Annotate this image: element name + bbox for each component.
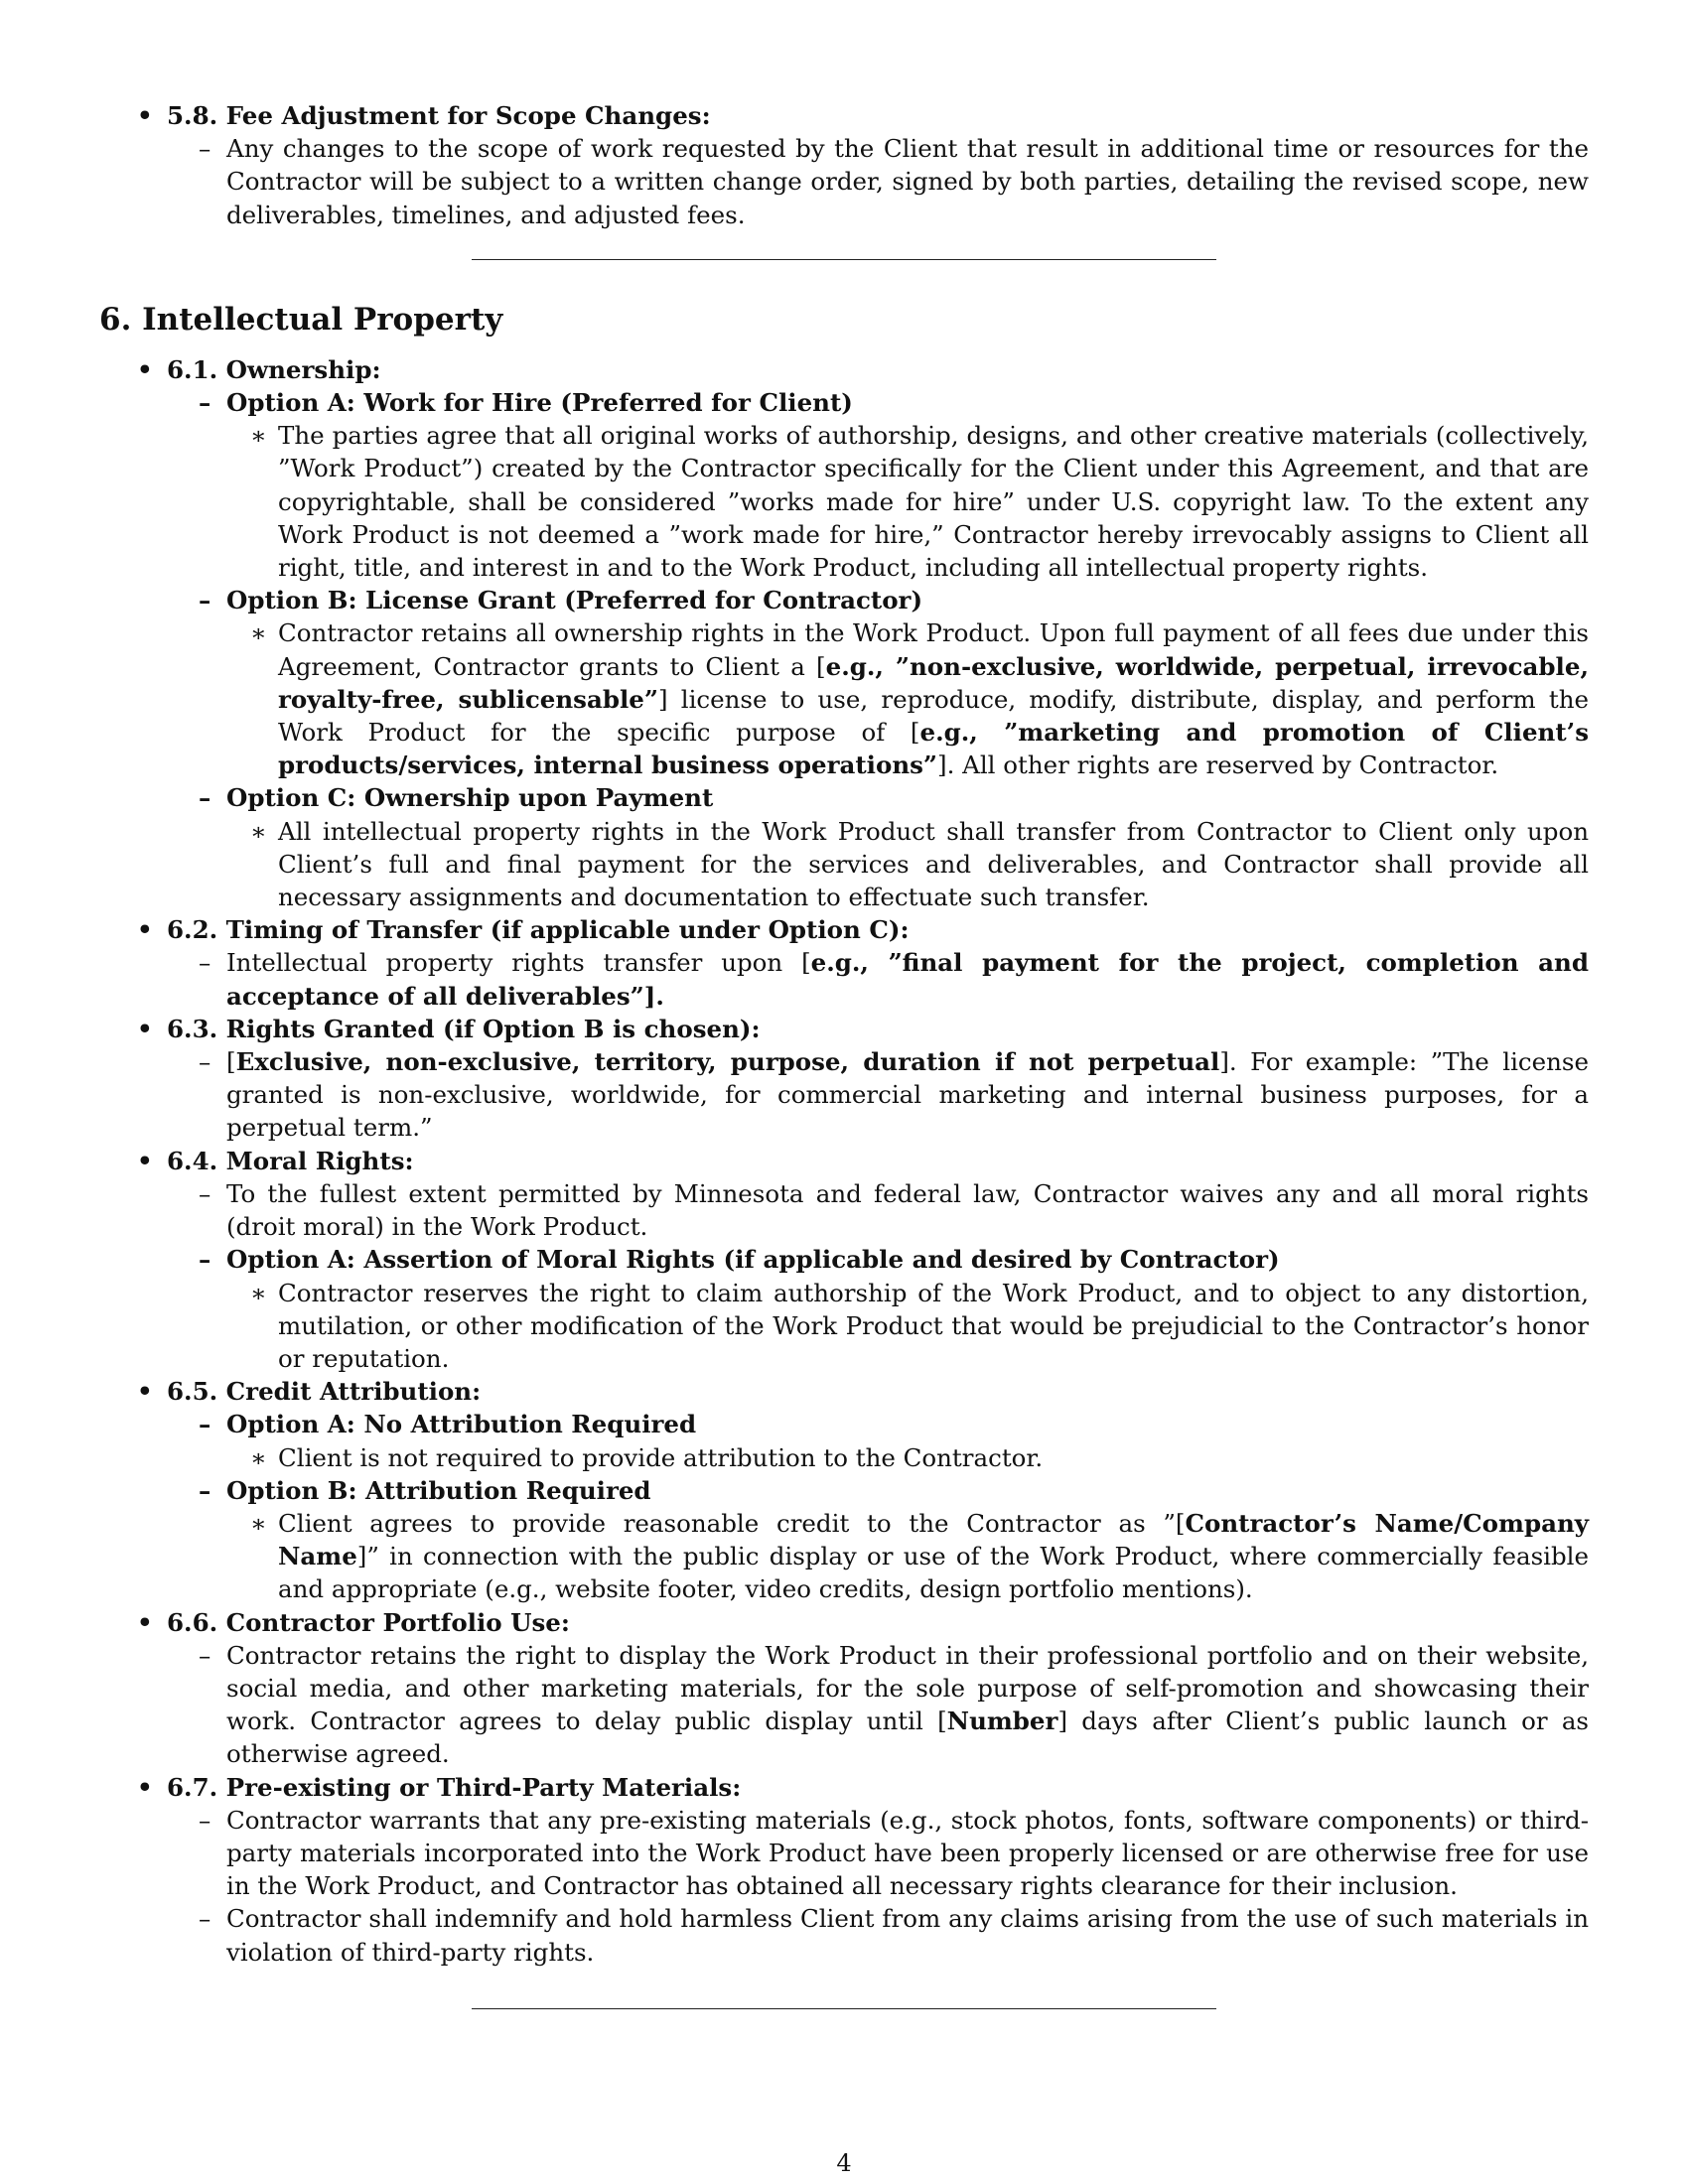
- section-divider: [472, 2008, 1216, 2009]
- clause-6-1-option-c-title: – Option C: Ownership upon Payment: [199, 783, 714, 813]
- section-6-title: 6. Intellectual Property: [99, 301, 503, 338]
- clause-6-4-option-a-text: ∗ Contractor reserves the right to claim authorship of the Work Product, and to object to any distortion, mutilation, or other modification of the Work Product that would be prejudicial to the Contractor’s honor or reputation.: [250, 1278, 1589, 1373]
- clause-6-7-text-2: – Contractor shall indemnify and hold harmless Client from any claims arising from the use of such materials in violation of third-party rights.: [199, 1904, 1589, 1967]
- clause-6-3-text: – [Exclusive, non-exclusive, territory, purpose, duration if not perpetual]. For example: ”The license granted is non-exclusive, worldwide, for commercial marketing and internal business purposes, for a perpetual term.”: [199, 1047, 1589, 1143]
- clause-6-7-text-1: – Contractor warrants that any pre-existing materials (e.g., stock photos, fonts, software components) or third-party materials incorporated into the Work Product have been properly licensed or are otherwise free for use in the Work Product, and Contractor has obtained all necessary rights clearance for their inclusion.: [199, 1805, 1589, 1901]
- clause-6-5-heading: • 6.5. Credit Attribution:: [137, 1377, 482, 1407]
- clause-6-5-option-b-title: – Option B: Attribution Required: [199, 1475, 651, 1505]
- clause-6-5-option-a-title: – Option A: No Attribution Required: [199, 1410, 697, 1439]
- clause-6-1-heading: • 6.1. Ownership:: [137, 354, 381, 384]
- clause-6-6-heading: • 6.6. Contractor Portfolio Use:: [137, 1607, 570, 1637]
- clause-6-2-text: – Intellectual property rights transfer upon [e.g., ”final payment for the project, completion and acceptance of all deliverables”].: [199, 948, 1589, 1011]
- clause-6-7-heading: • 6.7. Pre-existing or Third-Party Materials:: [137, 1772, 742, 1802]
- clause-6-4-option-a-title: – Option A: Assertion of Moral Rights (if applicable and desired by Contractor): [199, 1245, 1280, 1275]
- page-number: 4: [836, 2149, 852, 2177]
- section-divider: [472, 259, 1216, 260]
- clause-6-2-heading: • 6.2. Timing of Transfer (if applicable under Option C):: [137, 915, 910, 945]
- clause-5-8-text: – Any changes to the scope of work requested by the Client that result in additional time or resources for the Contractor will be subject to a written change order, signed by both parties, detailing the revised scope, new deliverables, timelines, and adjusted fees.: [199, 134, 1589, 229]
- clause-6-4-text: – To the fullest extent permitted by Minnesota and federal law, Contractor waives any and all moral rights (droit moral) in the Work Product.: [199, 1178, 1589, 1242]
- clause-6-1-option-b-title: – Option B: License Grant (Preferred for Contractor): [199, 586, 923, 615]
- clause-6-6-text: – Contractor retains the right to display the Work Product in their professional portfolio and on their website, social media, and other marketing materials, for the sole purpose of self-promotion and showcasing their work. Contractor agrees to delay public display until [Number] days after Client’s public launch or as otherwise agreed.: [199, 1640, 1589, 1769]
- clause-6-4-heading: • 6.4. Moral Rights:: [137, 1146, 414, 1175]
- clause-6-1-option-c-text: ∗ All intellectual property rights in the Work Product shall transfer from Contractor to Client only upon Client’s full and final payment for the services and deliverables, and Contractor shall provide all necessary assignments and documentation to effectuate such transfer.: [250, 816, 1589, 912]
- clause-6-3-heading: • 6.3. Rights Granted (if Option B is chosen):: [137, 1014, 761, 1043]
- clause-5-8-heading: • 5.8. Fee Adjustment for Scope Changes:: [137, 101, 711, 130]
- document-page: [99, 99, 1589, 2009]
- clause-6-1-option-a-title: – Option A: Work for Hire (Preferred for Client): [199, 388, 853, 418]
- clause-6-1-option-a-text: ∗ The parties agree that all original works of authorship, designs, and other creative materials (collectively, ”Work Product”) created by the Contractor specifically for the Client under this Agreement, and that are copyrightable, shall be considered ”works made for hire” under U.S. copyright law. To the extent any Work Product is not deemed a ”work made for hire,” Contractor hereby irrevocably assigns to Client all right, title, and interest in and to the Work Product, including all intellectual property rights.: [250, 421, 1589, 583]
- clause-6-5-option-a-text: ∗ Client is not required to provide attribution to the Contractor.: [250, 1442, 1044, 1472]
- clause-6-5-option-b-text: ∗ Client agrees to provide reasonable credit to the Contractor as ”[Contractor’s Name/Company Name]” in connection with the public display or use of the Work Product, where commercially feasible and appropriate (e.g., website footer, video credits, design portfolio mentions).: [250, 1508, 1589, 1604]
- clause-6-1-option-b-text: ∗ Contractor retains all ownership rights in the Work Product. Upon full payment of all fees due under this Agreement, Contractor grants to Client a [e.g., ”non-exclusive, worldwide, perpetual, irrevocable, royalty-free, sublicensable”] license to use, reproduce, modify, distribute, display, and perform the Work Product for the specific purpose of [e.g., ”marketing and promotion of Client’s products/services, internal business operations”]. All other rights are reserved by Contractor.: [250, 618, 1589, 780]
